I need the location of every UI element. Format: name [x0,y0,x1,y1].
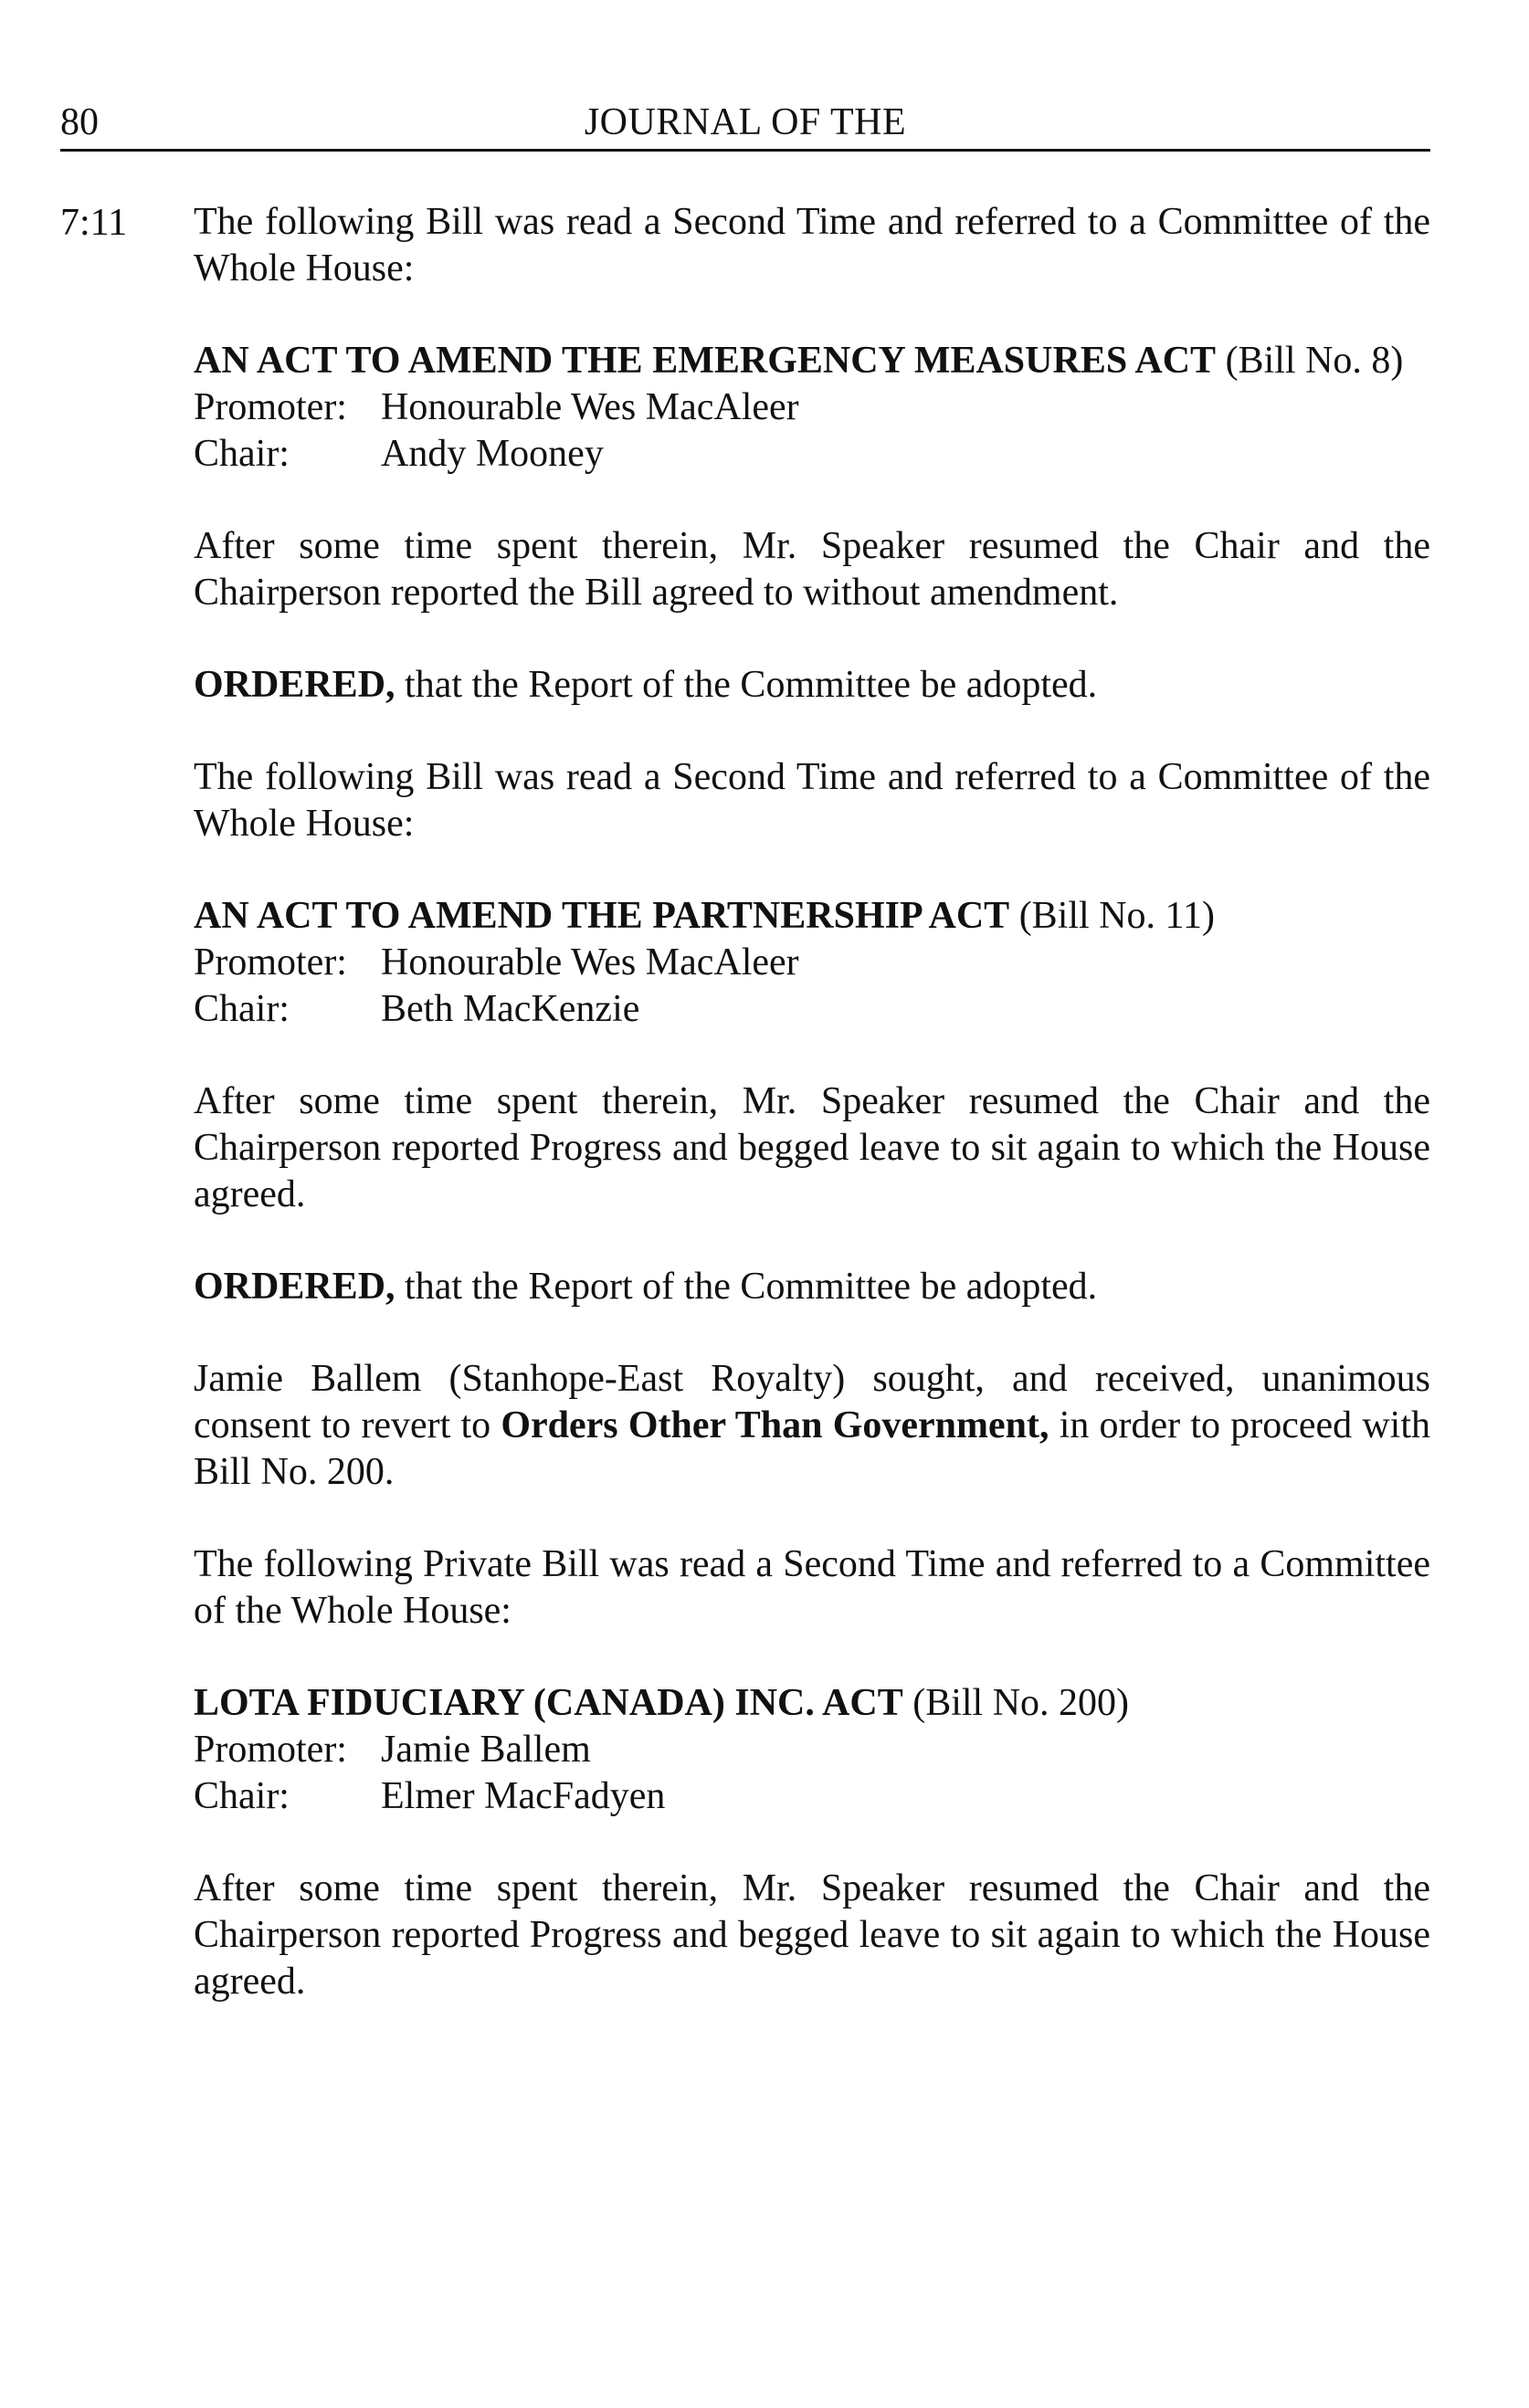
bill-act-name: LOTA FIDUCIARY (CANADA) INC. ACT [194,1682,903,1724]
paragraph-committee-report-3: After some time spent therein, Mr. Speaker resumed the Chair and the Chairperson reported Progress and begged leave to sit again to which the House agreed. [194,1867,1430,2003]
chair-label: Chair: [194,988,290,1030]
paragraph-private-bill-reading: The following Private Bill was read a Second Time and referred to a Committee of the Whole House: [194,1543,1430,1632]
bill-act-name: AN ACT TO AMEND THE PARTNERSHIP ACT [194,895,1010,937]
consent-text-before: Jamie Ballem (Stanhope-East Royalty) sought, and received, unanimous consent to revert to [194,1358,1430,1446]
consent-text-after: in order to proceed with Bill No. 200. [194,1404,1430,1493]
paragraph-second-reading-1: The following Bill was read a Second Time and referred to a Committee of the Whole House: [194,201,1430,289]
bill-entry-lota-fiduciary [194,1680,1430,1820]
page-number: 80 [60,101,99,143]
paragraph-ordered-1 [194,662,1430,709]
chair-label: Chair: [194,1775,290,1817]
bill-title [194,893,1430,940]
bill-act-name: AN ACT TO AMEND THE EMERGENCY MEASURES ACT [194,340,1217,382]
page-header [60,99,1430,153]
bill-number: (Bill No. 200) [902,1682,1130,1724]
promoter-name: Honourable Wes MacAleer [381,386,799,428]
header-rule [60,149,1430,152]
running-title: JOURNAL OF THE [584,101,907,143]
chair-line [194,1773,1430,1820]
chair-name: Andy Mooney [381,433,604,475]
ordered-keyword: ORDERED, [194,1266,395,1308]
promoter-label: Promoter: [194,941,347,983]
paragraph-committee-report-2: After some time spent therein, Mr. Speaker resumed the Chair and the Chairperson reported Progress and begged leave to sit again to which the House agreed. [194,1080,1430,1215]
ordered-text: that the Report of the Committee be adopted. [395,1266,1098,1308]
paragraph-committee-report-1: After some time spent therein, Mr. Speaker resumed the Chair and the Chairperson reported the Bill agreed to without amendment. [194,525,1430,614]
bill-entry-partnership [194,893,1430,1033]
bill-title [194,1680,1430,1727]
chair-line [194,431,1430,478]
promoter-line [194,1727,1430,1773]
orders-other-than-government: Orders Other Than Government, [501,1404,1049,1446]
promoter-line [194,940,1430,986]
bill-number: (Bill No. 11) [1009,895,1215,937]
ordered-keyword: ORDERED, [194,664,395,706]
chair-name: Elmer MacFadyen [381,1775,666,1817]
promoter-label: Promoter: [194,1729,347,1771]
bill-entry-emergency-measures [194,338,1430,478]
promoter-name: Honourable Wes MacAleer [381,941,799,983]
paragraph-unanimous-consent [194,1356,1430,1496]
time-stamp: 7:11 [60,202,128,244]
ordered-text: that the Report of the Committee be adopted. [395,664,1098,706]
chair-name: Beth MacKenzie [381,988,640,1030]
chair-label: Chair: [194,433,290,475]
bill-number: (Bill No. 8) [1216,340,1404,382]
promoter-line [194,384,1430,431]
chair-line [194,986,1430,1033]
paragraph-second-reading-2: The following Bill was read a Second Time and referred to a Committee of the Whole House: [194,756,1430,845]
journal-body [194,199,1430,2051]
promoter-name: Jamie Ballem [381,1729,591,1771]
paragraph-ordered-2 [194,1264,1430,1310]
bill-title [194,338,1430,384]
promoter-label: Promoter: [194,386,347,428]
